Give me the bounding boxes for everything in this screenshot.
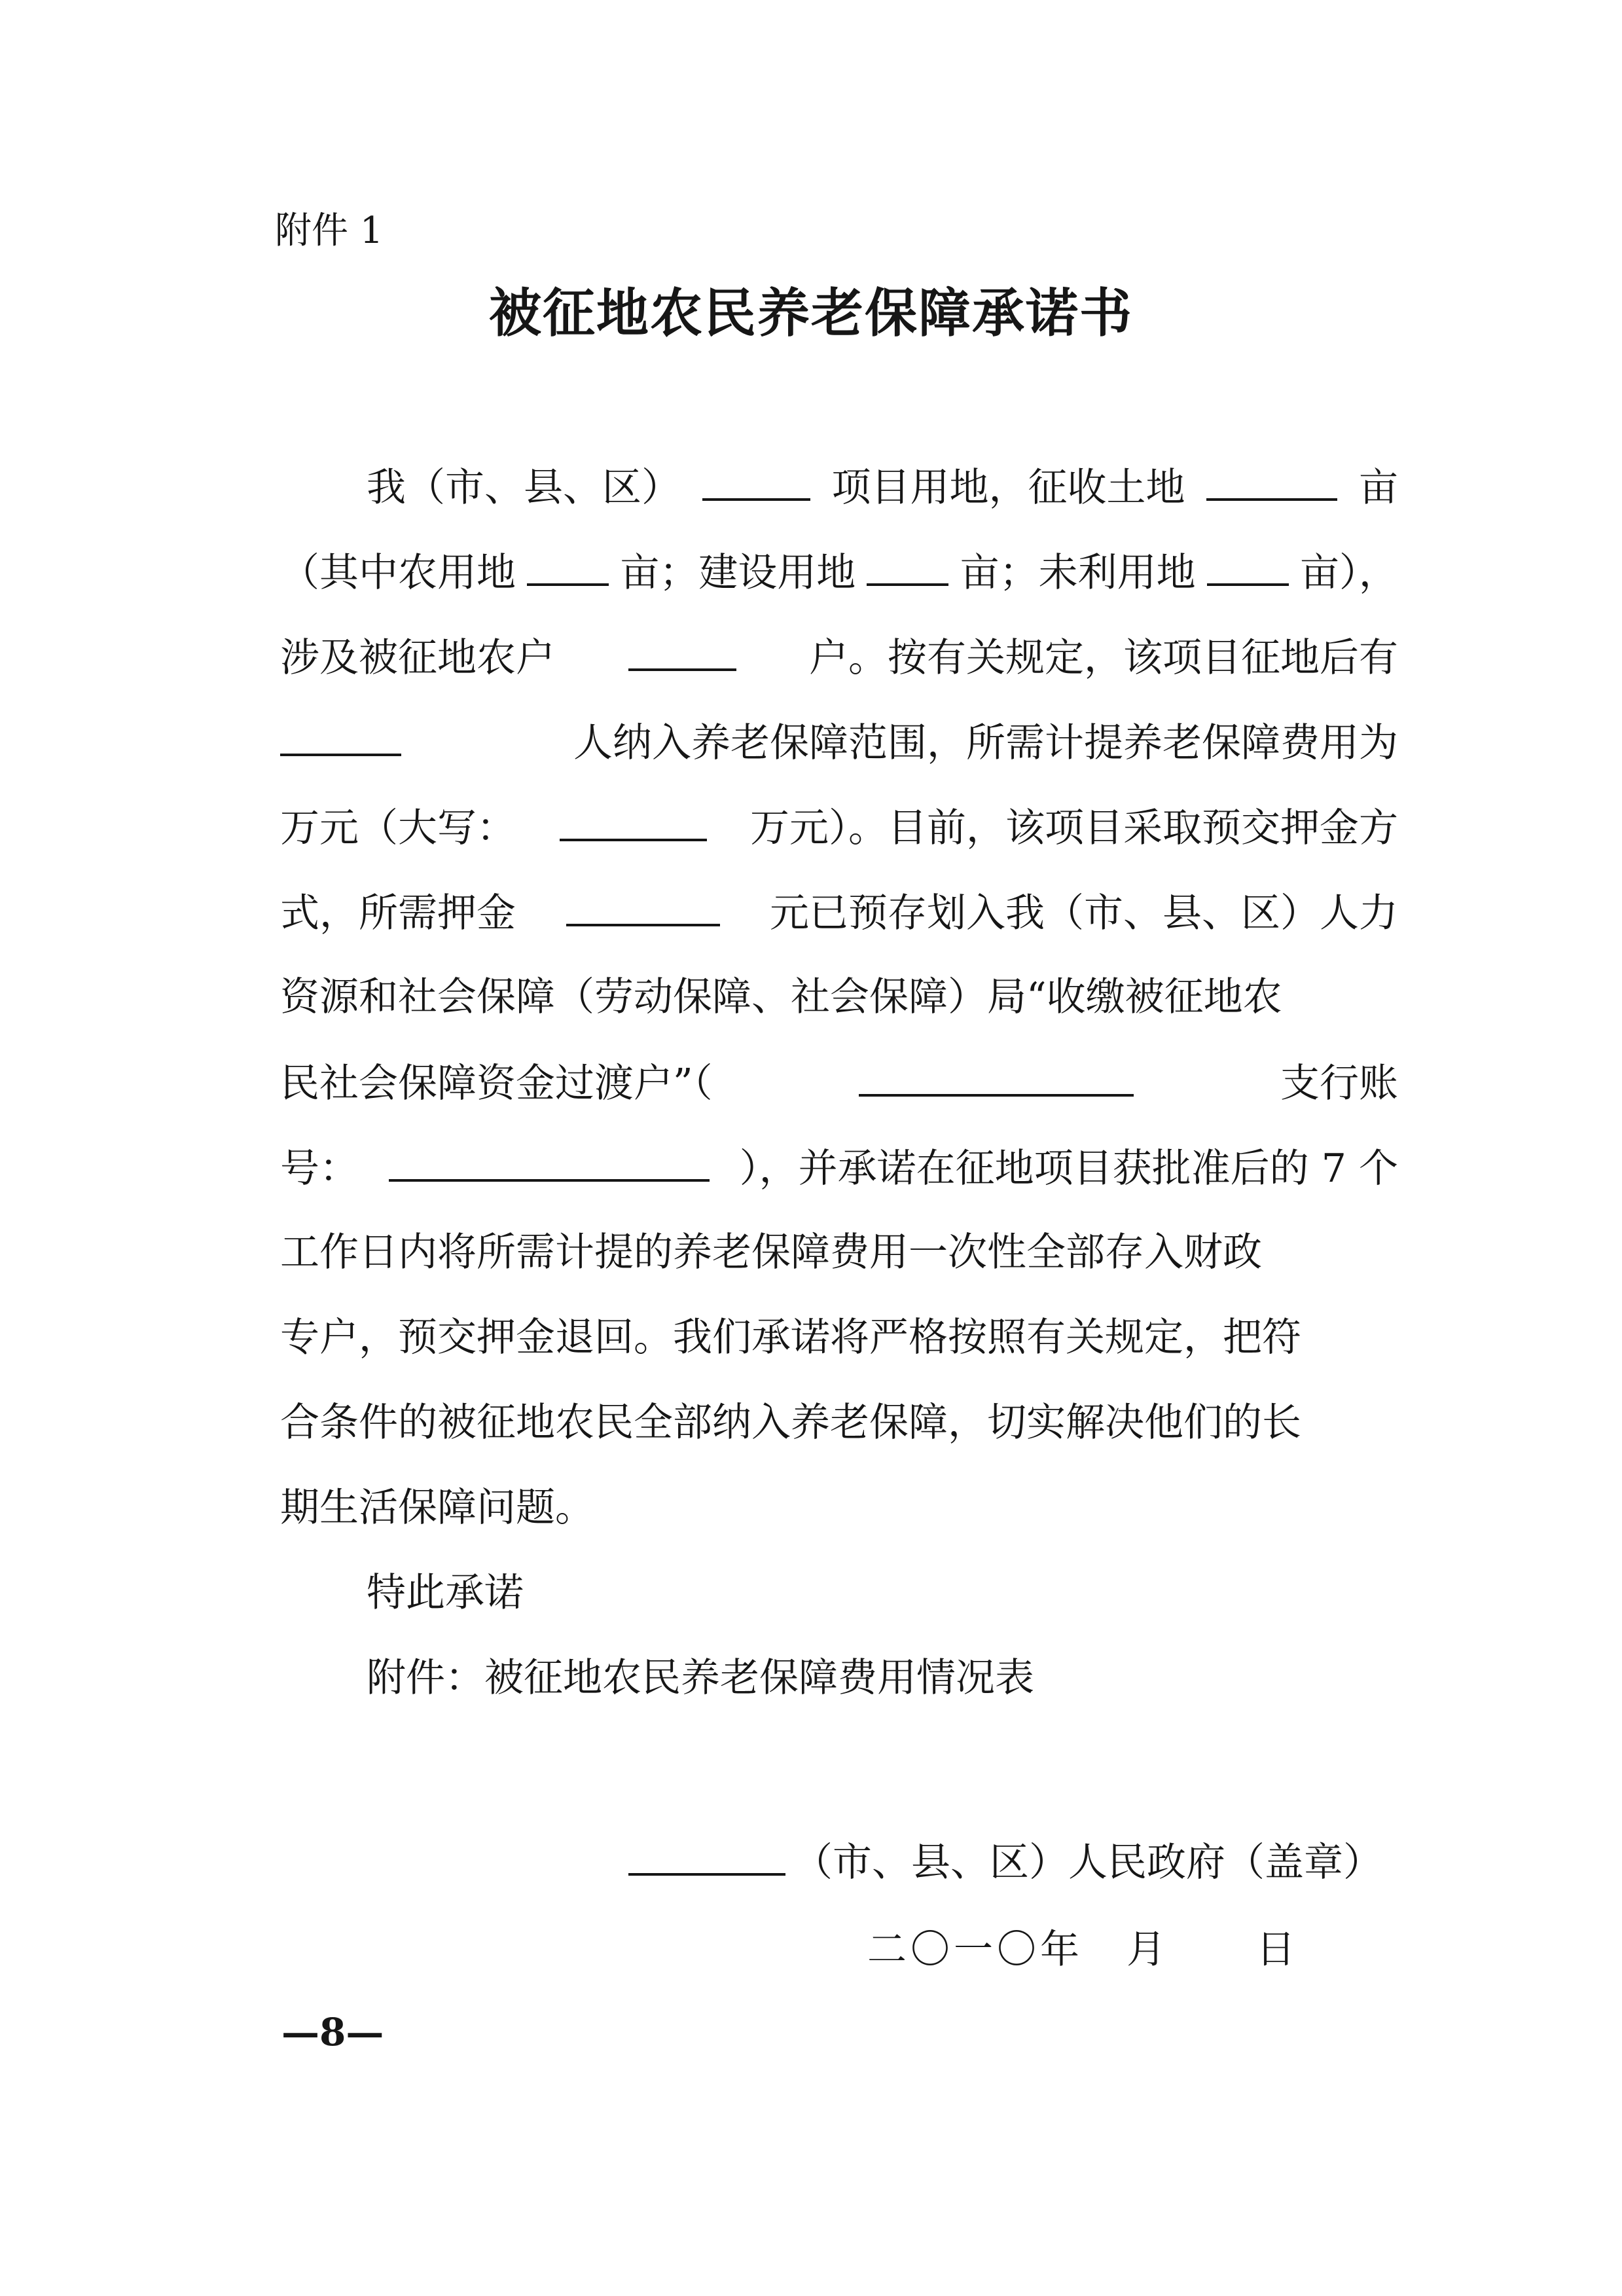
- body-line-13: [280, 1482, 594, 1534]
- body-line-10: [280, 1226, 1398, 1279]
- body-text: 民社会保障资金过渡户”（: [280, 1061, 713, 1106]
- body-line-4: [280, 716, 1398, 769]
- body-line-9: [280, 1141, 1398, 1195]
- body-text: 工作日内将所需计提的养老保障费用一次性全部存入财政: [280, 1230, 1262, 1275]
- amount-in-words-blank[interactable]: [560, 801, 707, 841]
- attachment-label: 附件 1: [275, 210, 384, 252]
- body-text: 项目用地，征收土地: [831, 465, 1185, 511]
- body-line-11: [280, 1311, 1398, 1364]
- farmland-area-blank[interactable]: [527, 545, 609, 586]
- government-name-blank[interactable]: [628, 1835, 785, 1876]
- body-text: 期生活保障问题。: [280, 1485, 594, 1531]
- body-text: 亩；未利用地: [960, 550, 1196, 596]
- body-line-6: [280, 886, 1398, 939]
- body-text: 我（市、县、区）: [367, 465, 681, 511]
- body-line-7: [280, 971, 1398, 1023]
- page-number: —8—: [281, 2010, 384, 2054]
- date-line: 二〇一〇年 月 日: [867, 1927, 1299, 1973]
- body-text: 专户，预交押金退回。我们承诺将严格按照有关规定，把符: [280, 1315, 1301, 1360]
- body-line-5: [280, 801, 1398, 854]
- body-text: 户。按有关规定，该项目征地后有: [809, 635, 1398, 681]
- appendix-reference: 附件：被征地农民养老保障费用情况表: [367, 1655, 1034, 1701]
- document-title: 被征地农民养老保障承诺书: [489, 282, 1133, 344]
- land-area-blank[interactable]: [1206, 460, 1337, 501]
- persons-count-blank[interactable]: [280, 716, 401, 756]
- body-text: 号：: [280, 1146, 359, 1192]
- project-name-blank[interactable]: [702, 460, 810, 501]
- body-text: 亩；建设用地: [620, 550, 856, 596]
- body-line-12: [280, 1396, 1398, 1449]
- body-text: 亩），: [1299, 550, 1398, 596]
- body-line-8: [280, 1056, 1398, 1110]
- unused-land-blank[interactable]: [1207, 545, 1289, 586]
- body-line-1: [367, 460, 1398, 514]
- bank-branch-blank[interactable]: [859, 1056, 1134, 1097]
- body-line-3: [280, 630, 1398, 684]
- body-text: 人纳入养老保障范围，所需计提养老保障费用为: [573, 720, 1398, 766]
- signature-text: （市、县、区）人民政府（盖章）: [793, 1840, 1382, 1886]
- body-text: 涉及被征地农户: [280, 635, 555, 681]
- body-line-2: [280, 545, 1398, 599]
- body-text: 亩: [1359, 465, 1398, 511]
- account-number-blank[interactable]: [389, 1141, 710, 1182]
- body-text: 资源和社会保障（劳动保障、社会保障）局“收缴被征地农: [280, 974, 1282, 1020]
- construction-land-blank[interactable]: [867, 545, 948, 586]
- body-text: 万元（大写：: [280, 805, 516, 851]
- deposit-amount-blank[interactable]: [566, 886, 720, 926]
- body-text: 式，所需押金: [280, 890, 516, 936]
- body-text: 元已预存划入我（市、县、区）人力: [770, 890, 1398, 936]
- households-blank[interactable]: [628, 630, 736, 671]
- body-text: （其中农用地: [280, 550, 516, 596]
- body-text: ），并承诺在征地项目获批准后的 7 个: [739, 1146, 1398, 1192]
- signature-line: [628, 1835, 1382, 1889]
- closing-statement: 特此承诺: [367, 1570, 524, 1616]
- body-text: 支行账: [1280, 1061, 1398, 1106]
- body-text: 合条件的被征地农民全部纳入养老保障，切实解决他们的长: [280, 1400, 1301, 1446]
- body-text: 万元）。目前，该项目采取预交押金方: [750, 805, 1398, 851]
